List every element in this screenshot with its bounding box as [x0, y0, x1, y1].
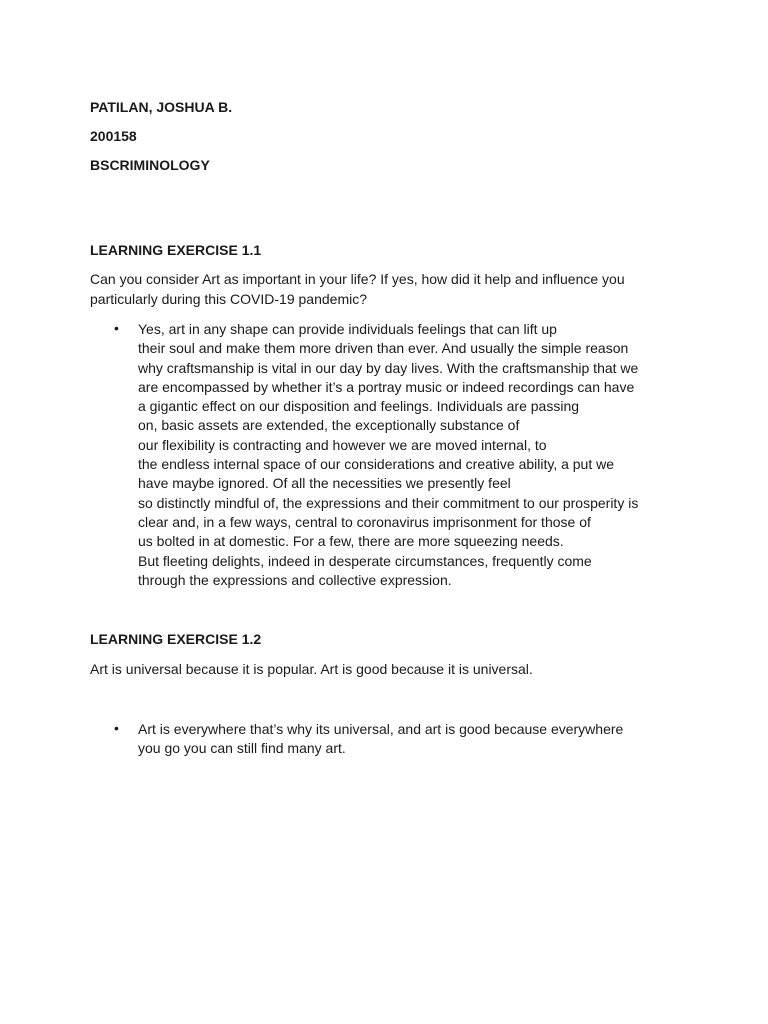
student-info	[90, 93, 232, 180]
answer-line: on, basic assets are extended, the exceptionally substance of	[138, 417, 520, 434]
answer-line: Yes, art in any shape can provide individuals feelings that can lift up	[138, 321, 557, 337]
exercise-2-prompt: Art is universal because it is popular. Art is good because it is universal.	[90, 661, 533, 677]
exercise-2-answer-text	[138, 720, 698, 759]
answer-line: our flexibility is contracting and however we are moved internal, to	[138, 436, 547, 453]
bullet-icon: •	[114, 320, 119, 336]
answer-line: clear and, in a few ways, central to coronavirus imprisonment for those of	[138, 513, 591, 530]
student-name: PATILAN, JOSHUA B.	[90, 99, 233, 115]
bullet-icon: •	[114, 720, 119, 736]
answer-line: are encompassed by whether it’s a portray music or indeed recordings can have	[138, 378, 635, 395]
exercise-1-prompt: Can you consider Art as important in your life? If yes, how did it help and influence you particularly during this COVID-19 pandemic?	[90, 271, 625, 307]
exercise-1-answer-text	[138, 320, 698, 590]
answer-line: have maybe ignored. Of all the necessities we presently feel	[138, 475, 511, 492]
exercise-1-heading: LEARNING EXERCISE 1.1	[90, 242, 262, 258]
answer-line: the endless internal space of our considerations and creative ability, a put we	[138, 456, 615, 473]
exercise-2-heading: LEARNING EXERCISE 1.2	[90, 631, 262, 647]
student-course: BSCRIMINOLOGY	[90, 157, 210, 173]
answer-line: why craftsmanship is vital in our day by day lives. With the craftsmanship that we	[138, 359, 639, 376]
student-id: 200158	[90, 128, 137, 144]
answer-line: you go you can still find many art.	[138, 740, 346, 757]
answer-line: But fleeting delights, indeed in desperate circumstances, frequently come	[138, 552, 592, 569]
answer-line: so distinctly mindful of, the expressions and their commitment to our prosperity is	[138, 494, 639, 511]
answer-line: us bolted in at domestic. For a few, there are more squeezing needs.	[138, 533, 564, 550]
answer-line: Art is everywhere that’s why its universal, and art is good because everywhere	[138, 721, 624, 737]
answer-line: their soul and make them more driven than ever. And usually the simple reason	[138, 340, 629, 357]
answer-line: through the expressions and collective expression.	[138, 571, 452, 588]
answer-line: a gigantic effect on our disposition and feelings. Individuals are passing	[138, 398, 580, 415]
